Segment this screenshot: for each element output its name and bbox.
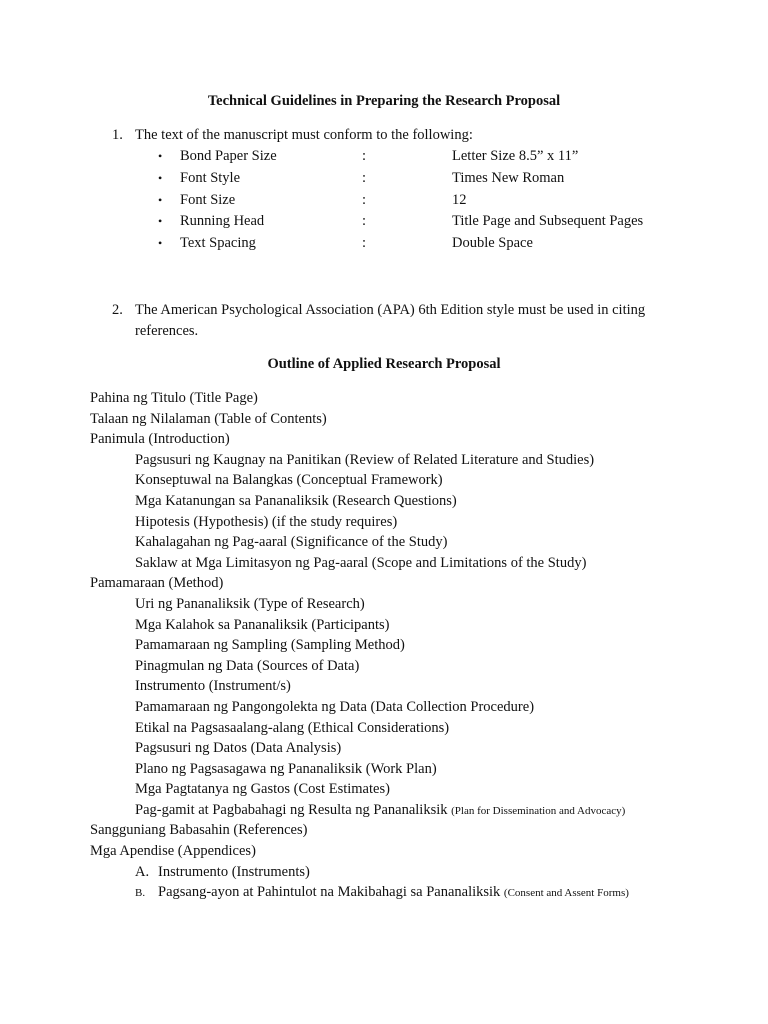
spec-label: Font Size <box>180 191 236 208</box>
outline-subitem: Pamamaraan ng Pangongolekta ng Data (Data Collection Procedure) <box>135 698 535 715</box>
appendix-note: (Consent and Assent Forms) <box>503 887 629 900</box>
outline-subitem-note: (Plan for Dissemination and Advocacy) <box>451 804 626 817</box>
bullet-icon: • <box>158 236 163 251</box>
spec-colon: : <box>362 169 367 186</box>
outline-subitem: Hipotesis (Hypothesis) (if the study requires) <box>135 513 398 530</box>
spec-value: Title Page and Subsequent Pages <box>452 213 644 230</box>
spec-colon: : <box>362 213 367 230</box>
outline-subitem: Etikal na Pagsasaalang-alang (Ethical Considerations) <box>135 719 450 736</box>
outline-subitem: Pinagmulan ng Data (Sources of Data) <box>135 657 360 674</box>
outline-item: Panimula (Introduction) <box>90 431 230 448</box>
spec-colon: : <box>362 235 367 252</box>
spec-label: Text Spacing <box>180 235 256 252</box>
numbered-item-2 <box>112 300 692 342</box>
outline-item: Talaan ng Nilalaman (Table of Contents) <box>90 410 327 427</box>
outline-subitem: Saklaw at Mga Limitasyon ng Pag-aaral (Scope and Limitations of the Study) <box>135 554 587 571</box>
appendix-item <box>0 862 768 883</box>
outline-item: Mga Apendise (Appendices) <box>90 843 256 860</box>
spec-row <box>158 211 718 233</box>
outline-subitem: Kahalagahan ng Pag-aaral (Significance of the Study) <box>135 534 448 551</box>
outline-subitem: Mga Kalahok sa Pananaliksik (Participants) <box>135 616 390 633</box>
outline-subitem <box>0 800 768 821</box>
outline-item: Pahina ng Titulo (Title Page) <box>90 390 258 406</box>
spec-value: Times New Roman <box>452 169 565 186</box>
bullet-icon: • <box>158 192 163 207</box>
bullet-icon: • <box>158 170 163 185</box>
appendix-item <box>0 882 768 903</box>
outline-subitem: Pagsusuri ng Datos (Data Analysis) <box>135 740 342 757</box>
spec-value: Letter Size 8.5” x 11” <box>452 148 579 164</box>
spec-value: 12 <box>452 191 467 208</box>
numbered-item-1 <box>112 125 692 146</box>
spec-label: Bond Paper Size <box>180 148 277 164</box>
spec-row <box>158 168 718 190</box>
item-number: 1. <box>112 127 123 143</box>
outline-subitem: Konseptuwal na Balangkas (Conceptual Framework) <box>135 472 443 489</box>
appendix-text: Instrumento (Instruments) <box>158 863 310 880</box>
spec-label: Font Style <box>180 169 241 186</box>
item-number: 2. <box>112 302 123 318</box>
item-text: The American Psychological Association (APA) 6th Edition style must be used in citing references. <box>135 302 646 339</box>
outline-subitem: Pamamaraan ng Sampling (Sampling Method) <box>135 637 405 654</box>
spec-row <box>158 233 718 255</box>
spec-colon: : <box>362 148 367 164</box>
bullet-icon: • <box>158 149 163 163</box>
outline-item: Sangguniang Babasahin (References) <box>90 822 308 839</box>
outline-subitem: Mga Pagtatanya ng Gastos (Cost Estimates) <box>135 781 390 798</box>
spec-colon: : <box>362 191 367 208</box>
outline-subitem: Pagsusuri ng Kaugnay na Panitikan (Review of Related Literature and Studies) <box>135 451 595 468</box>
spec-value: Double Space <box>452 235 533 252</box>
outline-subitem: Instrumento (Instrument/s) <box>135 678 291 695</box>
outline-title: Outline of Applied Research Proposal <box>267 356 501 372</box>
outline-subitem: Uri ng Pananaliksik (Type of Research) <box>135 595 365 612</box>
spec-row <box>158 146 718 168</box>
outline-item: Pamamaraan (Method) <box>90 575 224 592</box>
appendix-letter: A. <box>135 863 150 880</box>
outline-list <box>0 388 768 903</box>
spec-row <box>158 190 718 212</box>
outline-subitem: Mga Katanungan sa Pananaliksik (Research Questions) <box>135 492 457 509</box>
item-text: The text of the manuscript must conform to the following: <box>135 127 473 143</box>
spec-label: Running Head <box>180 213 265 230</box>
appendix-text: Pagsang-ayon at Pahintulot na Makibahagi sa Pananaliksik <box>158 884 501 901</box>
outline-subitem: Plano ng Pagsasagawa ng Pananaliksik (Work Plan) <box>135 760 437 777</box>
outline-subitem-text: Pag-gamit at Pagbabahagi ng Resulta ng Pananaliksik <box>135 801 448 818</box>
document-title: Technical Guidelines in Preparing the Research Proposal <box>207 93 561 109</box>
bullet-icon: • <box>158 214 163 229</box>
appendix-letter: B. <box>135 887 146 900</box>
spec-list <box>158 146 718 255</box>
